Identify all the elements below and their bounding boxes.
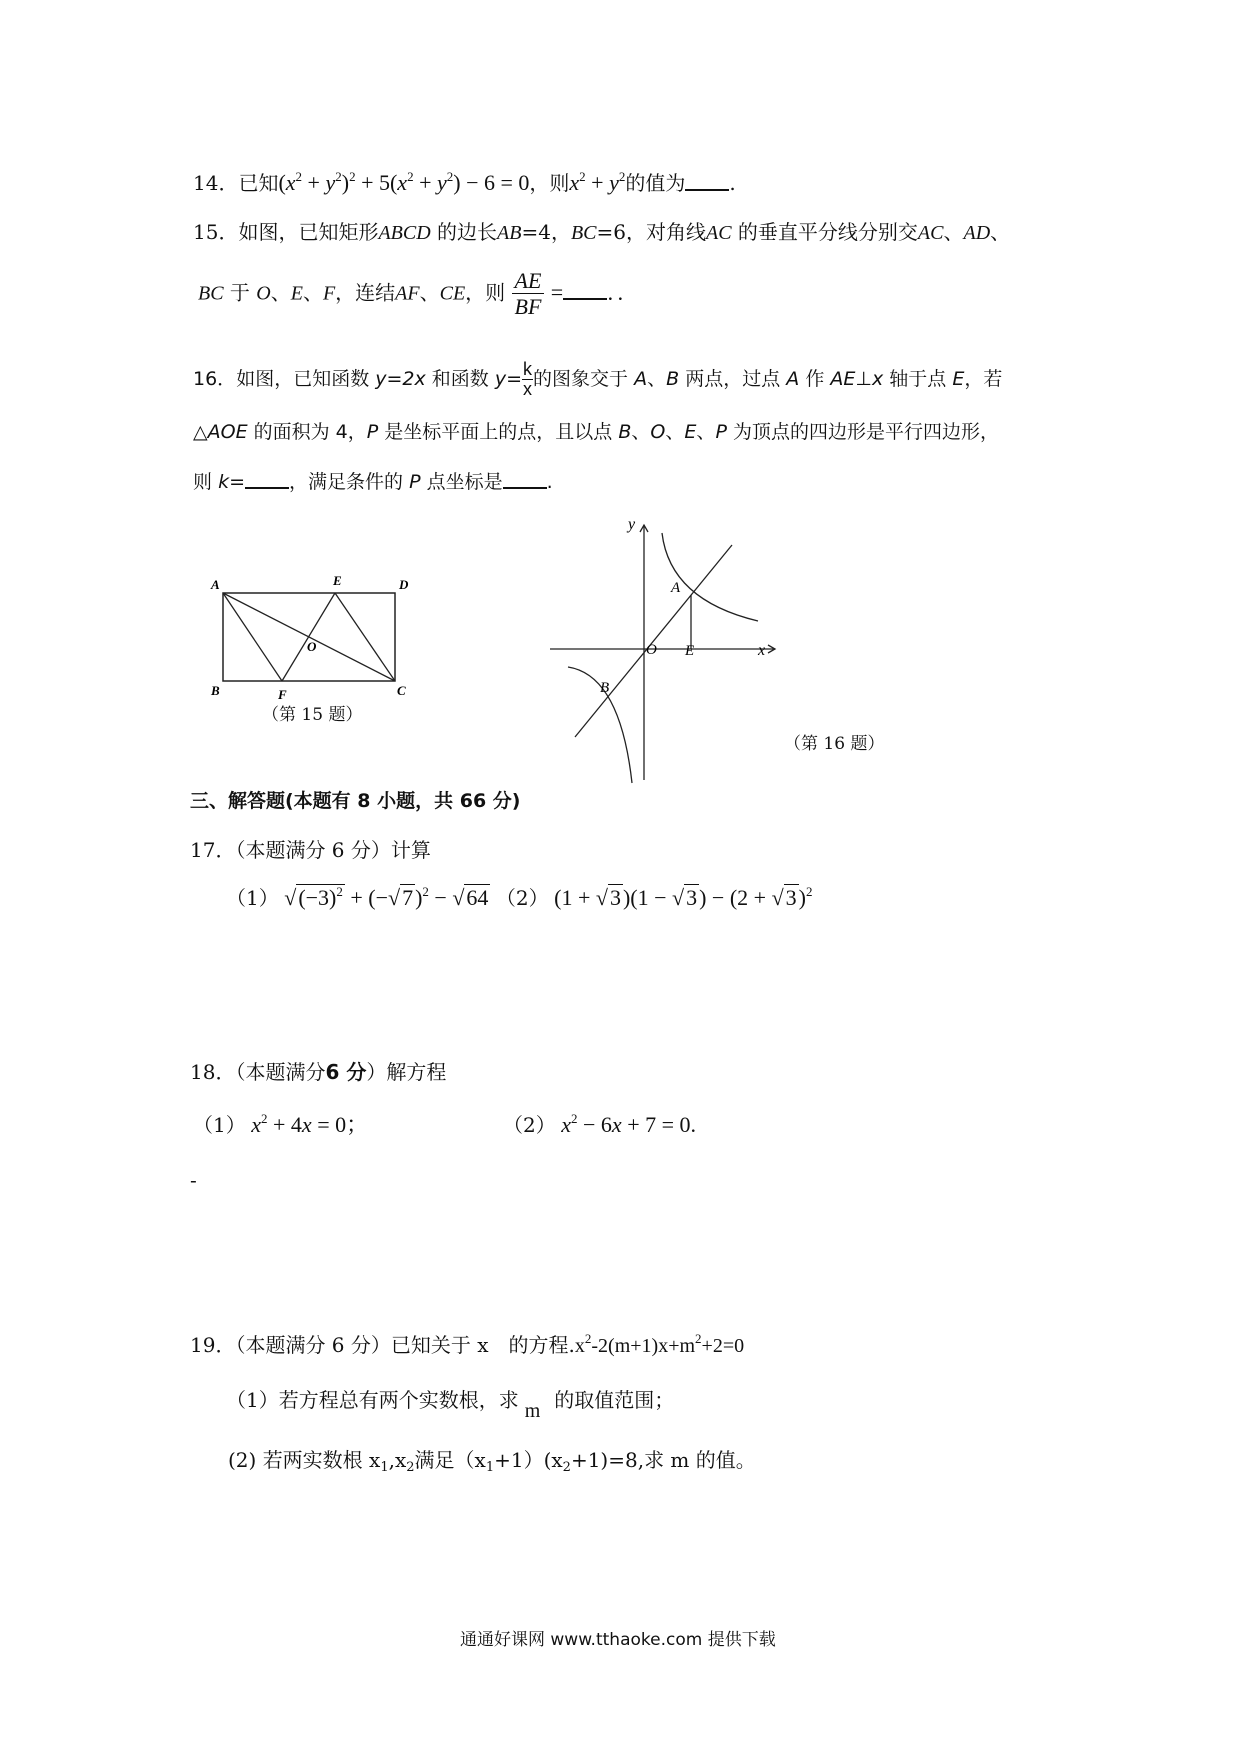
q14-expr: $x^2 + y^2$ <box>569 169 626 195</box>
q19-part2-text: +1)=8,求 m 的值。 <box>570 1448 756 1472</box>
q16-text: 的图象交于 <box>533 367 629 390</box>
q15-ac: AC <box>917 222 944 244</box>
q16-number: 16． <box>193 367 237 390</box>
q16-O: O <box>650 421 666 443</box>
question-14 <box>193 170 736 196</box>
q17-desc: （本题满分 6 分）计算 <box>235 838 431 862</box>
q16-text: 为顶点的四边形是平行四边形， <box>732 421 999 443</box>
q18-part1-end: ； <box>346 1112 369 1137</box>
q16-P: P <box>366 421 379 443</box>
q16-text: 则 <box>193 471 213 493</box>
label-E: E <box>333 573 342 588</box>
q16-perp: ⊥ <box>855 367 872 390</box>
q15-text: 的边长 <box>437 220 498 244</box>
question-16-line2: △AOE 的面积为 4，P 是坐标平面上的点，且以点 B、O、E、P 为顶点的四边形是平行四边形， <box>193 421 999 443</box>
q15-text: ，则 <box>465 280 506 305</box>
segment-ec <box>335 593 395 681</box>
q16-B: B <box>618 421 632 443</box>
q15-frac-den: BF <box>514 294 542 320</box>
q16-P: P <box>409 471 421 493</box>
q19-part1-end: 的取值范围； <box>554 1388 675 1412</box>
q16-text: 如图，已知函数 <box>236 367 370 390</box>
q16-P: P <box>715 421 727 443</box>
q15-bc-val: =6，对角线 <box>596 220 706 244</box>
question-17-parts: （1） $√(-3)^2 + (-√7)^2 - √64$ （2） $(1 + √3)(1 - √3) - (2 + √3)^2$ <box>226 884 813 910</box>
q15-number: 15． <box>193 220 239 244</box>
q16-triangle: △ <box>193 421 208 443</box>
q16-x-axis: x <box>871 367 884 390</box>
q16-text: 是坐标平面上的点，且以点 <box>384 421 613 443</box>
stray-dash: - <box>190 1168 197 1192</box>
q16-aoe: AOE <box>207 421 248 443</box>
question-18-part2 <box>503 1112 696 1138</box>
q15-answer-blank <box>563 282 607 300</box>
q15-ab-val: =4， <box>521 220 571 244</box>
segment-fe <box>282 593 335 681</box>
q16-text: 和函数 <box>431 367 489 390</box>
question-17-heading <box>190 838 431 862</box>
label-C: C <box>397 683 406 698</box>
q14-end: . <box>729 171 736 195</box>
q18-number: 18． <box>190 1060 236 1084</box>
q15-fraction <box>512 268 545 320</box>
q16-p-blank <box>503 471 547 489</box>
q17-number: 17． <box>190 838 236 862</box>
q16-text: 点坐标是 <box>426 471 503 493</box>
q16-E: E <box>684 421 697 443</box>
label-A: A <box>671 580 681 596</box>
q15-sep: 、 <box>943 220 964 244</box>
q16-k: k <box>523 359 533 379</box>
question-19-part2: (2) 若两实数根 $x_1,x_2$满足$(x_1+1)(x_2+1)=8$,求 m 的值。 <box>228 1448 756 1475</box>
q15-f: F <box>322 282 336 305</box>
q18-part1-label: （1） <box>193 1113 246 1137</box>
q15-e: E <box>290 282 303 305</box>
label-B: B <box>211 683 220 698</box>
label-D: D <box>399 577 409 592</box>
q18-part1-eq: $x^2 + 4x = 0$ <box>251 1111 347 1137</box>
line-y2x <box>575 545 732 737</box>
q19-eq-a: x <box>574 1335 585 1357</box>
q16-k-blank <box>245 471 289 489</box>
hyperbola-branch-1 <box>662 533 758 621</box>
q16-A: A <box>634 367 648 390</box>
question-18-parts <box>193 1112 368 1138</box>
q14-pre: 已知 <box>238 171 279 195</box>
question-15-line1 <box>193 220 1010 245</box>
q16-text: 的面积为 4， <box>253 421 367 443</box>
q19-eq-b: -2(m+1)x+m <box>591 1335 696 1357</box>
q19-part2-text: ,x <box>388 1448 407 1472</box>
q16-fraction <box>522 360 533 399</box>
q16-E: E <box>952 367 965 390</box>
label-O: O <box>646 642 657 658</box>
question-16-line1: 16．如图，已知函数 y=2x 和函数 y= $\frac{k}{x}$ 的图象交于 A、B 两点，过点 A 作 AE⊥x 轴于点 E，若 <box>193 359 1003 399</box>
q19-equation: $x^2-2(m+1)x+m^2+2=0$ <box>574 1331 745 1357</box>
q14-post: 的值为 <box>625 171 686 195</box>
q16-text: 两点，过点 <box>685 367 781 390</box>
figure-16-caption: （第 16 题） <box>784 734 885 754</box>
section-3-heading: 三、解答题(本题有 8 小题，共 66 分) <box>190 790 521 812</box>
q15-bc: BC <box>570 222 597 244</box>
q16-B: B <box>666 367 680 390</box>
label-O: O <box>307 639 317 654</box>
question-18-heading <box>190 1060 446 1084</box>
q16-end: . <box>546 471 553 493</box>
q15-ab: AB <box>497 222 522 244</box>
q15-text: 的垂直平分线分别交 <box>737 220 918 244</box>
q15-af: AF <box>395 282 420 305</box>
q16-keq: k= <box>218 471 245 493</box>
q15-text: 于 <box>229 280 250 305</box>
q15-tail: ．． <box>607 280 638 305</box>
q19-part2-text: (2) 若两实数根 x <box>228 1448 381 1472</box>
label-y: y <box>628 516 636 533</box>
q16-text: 轴于点 <box>889 367 947 390</box>
page-footer: 通通好课网 www.tthaoke.com 提供下载 <box>460 1630 776 1650</box>
q16-ykx: y= <box>494 367 523 390</box>
label-F: F <box>278 687 287 702</box>
q15-text: 如图，已知矩形 <box>238 220 379 244</box>
q18-part2-eq: $x^2 - 6x + 7 = 0$ <box>561 1111 691 1137</box>
question-16-line3 <box>193 471 553 494</box>
q18-score: 6 分 <box>325 1060 367 1084</box>
q16-A: A <box>786 367 800 390</box>
q16-x: x <box>523 378 533 399</box>
q15-sep: 、 <box>990 220 1011 244</box>
q19-desc: （本题满分 6 分）已知关于 x 的方程. <box>235 1333 575 1357</box>
label-x: x <box>758 642 766 659</box>
question-19-heading <box>190 1333 744 1358</box>
q14-number: 14． <box>193 171 239 195</box>
q16-y2x: y=2x <box>375 367 426 390</box>
q15-eq: = <box>550 279 564 305</box>
q15-o: O <box>256 282 271 305</box>
q19-part2-text: 满足（x <box>414 1448 486 1472</box>
label-A: A <box>211 577 220 592</box>
q19-part2-text: +1）(x <box>494 1448 563 1472</box>
q18-part2-label: （2） <box>503 1113 556 1137</box>
q15-ac: AC <box>706 222 732 244</box>
question-19-part1 <box>226 1388 675 1422</box>
question-15-line2: BC 于 O、E、F，连结AF、CE，则 $\frac{AE}{BF}$ = ．． <box>198 268 638 320</box>
q17-part2-expr: $(1 + √3)(1 - √3) - (2 + √3)^2$ <box>554 884 813 910</box>
segment-af <box>223 593 282 681</box>
q14-equation: $(x^2 + y^2)^2 + 5(x^2 + y^2) - 6 = 0$ <box>278 169 530 195</box>
q15-ce: CE <box>439 282 466 305</box>
q16-text: ，若 <box>964 367 1003 390</box>
q17-part1-label: （1） <box>226 886 279 910</box>
q18-desc: ）解方程 <box>366 1060 447 1084</box>
q18-part2-end: . <box>690 1112 697 1137</box>
q16-text: ，满足条件的 <box>289 471 404 493</box>
q15-text: ，连结 <box>335 280 396 305</box>
q16-text: 作 <box>805 367 825 390</box>
q19-m: m <box>524 1400 541 1422</box>
q17-part1-expr: $√(-3)^2$ <box>284 884 343 910</box>
q16-ae: AE <box>830 367 856 390</box>
q19-part1-text: （1）若方程总有两个实数根，求 <box>226 1388 519 1412</box>
q17-part2-label: （2） <box>495 886 549 910</box>
q15-bc: BC <box>198 282 224 305</box>
figure-15-caption: （第 15 题） <box>262 705 363 725</box>
label-E: E <box>685 643 695 659</box>
figure-16 <box>540 515 800 785</box>
q14-answer-blank <box>685 173 729 191</box>
q19-eq-c: +2=0 <box>701 1335 745 1357</box>
q19-number: 19． <box>190 1333 236 1357</box>
q14-mid: ，则 <box>529 171 570 195</box>
label-B: B <box>600 680 610 696</box>
q15-frac-num: AE <box>512 268 545 294</box>
q15-ad: AD <box>963 222 991 244</box>
q18-desc: （本题满分 <box>235 1060 326 1084</box>
q15-rect: ABCD <box>378 222 431 244</box>
